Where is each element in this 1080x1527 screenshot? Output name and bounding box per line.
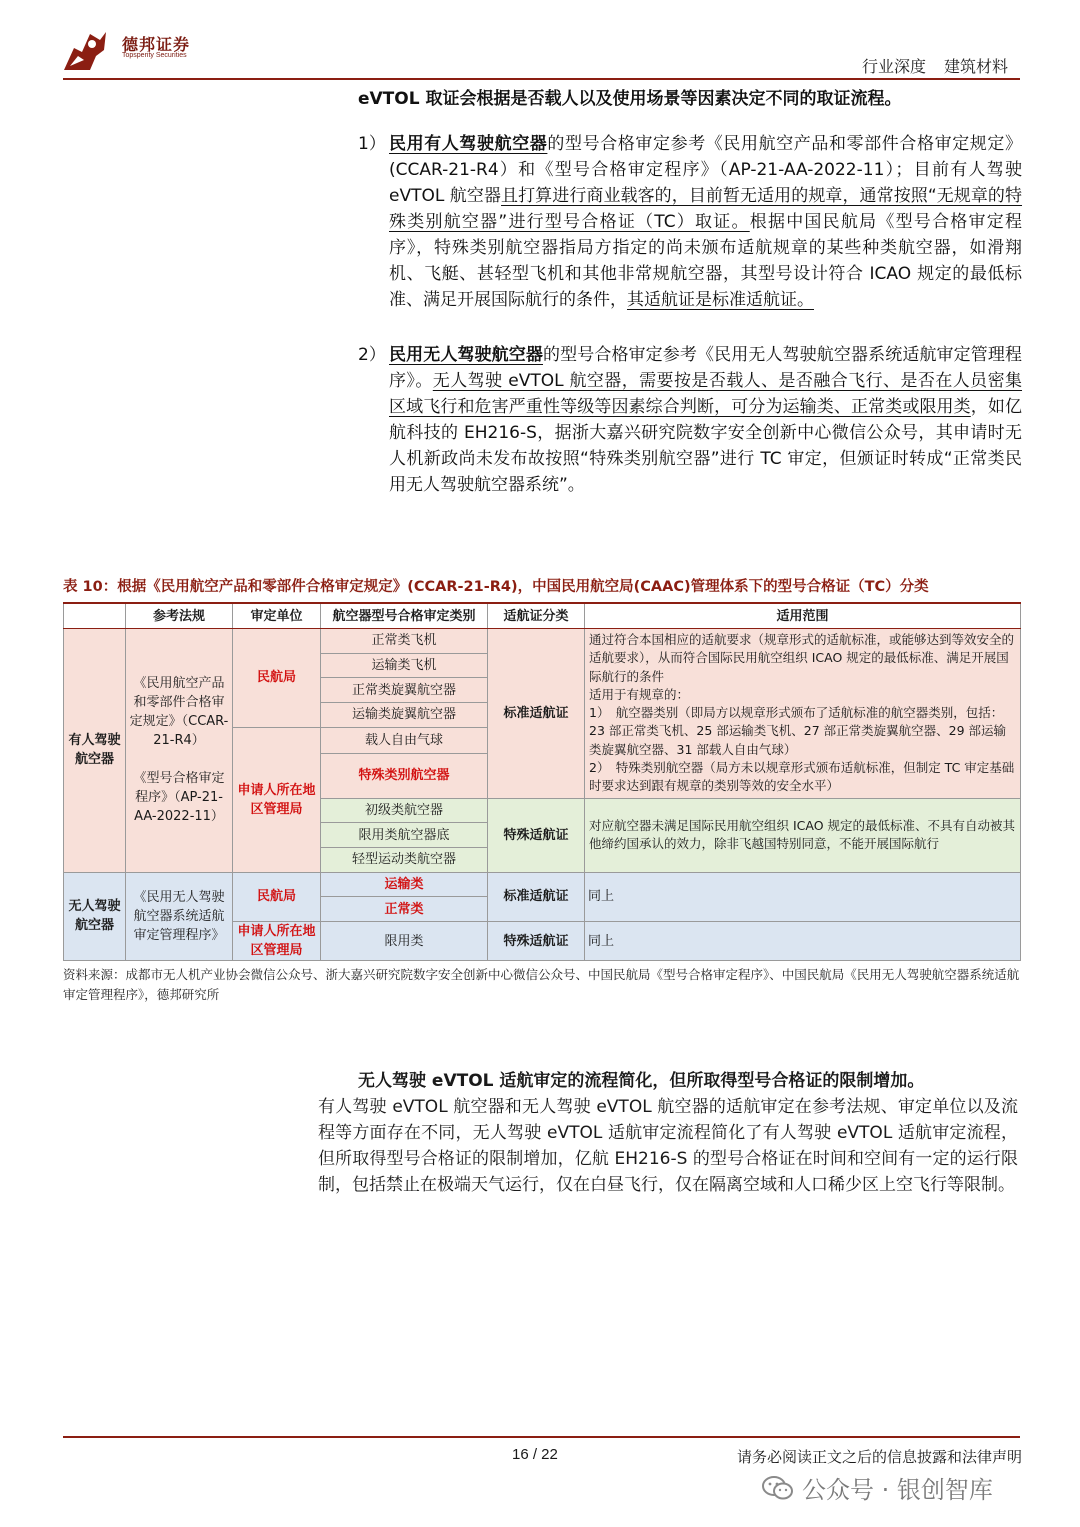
unit-cell: 申请人所在地区管理局 bbox=[233, 727, 321, 872]
tc-classification-table bbox=[63, 602, 1020, 961]
report-category bbox=[844, 54, 1008, 77]
list-item-unmanned bbox=[358, 342, 1022, 498]
category-cell: 载人自由气球 bbox=[321, 727, 488, 753]
table-header: 航空器型号合格审定类别 bbox=[321, 603, 488, 629]
table-header bbox=[64, 603, 126, 629]
disclaimer: 请务必阅读正文之后的信息披露和法律声明 bbox=[736, 1448, 1022, 1466]
lead-sentence: eVTOL 取证会根据是否载人以及使用场景等因素决定不同的取证流程。 bbox=[358, 89, 902, 109]
footer-divider bbox=[63, 1436, 1020, 1438]
table-header: 审定单位 bbox=[233, 603, 321, 629]
group-manned: 有人驾驶航空器 bbox=[64, 629, 126, 873]
regulations-cell: 《民用无人驾驶航空器系统适航审定管理程序》 bbox=[126, 872, 233, 960]
table-header: 适用范围 bbox=[585, 603, 1021, 629]
brand-name: 德邦证券 bbox=[122, 35, 191, 54]
category-cell: 限用类 bbox=[321, 922, 488, 961]
company-logo bbox=[60, 26, 110, 74]
cert-cell: 特殊适航证 bbox=[488, 922, 585, 961]
item-number: 1） bbox=[358, 134, 386, 154]
table-header-row bbox=[64, 603, 1021, 629]
wechat-icon bbox=[762, 1475, 794, 1501]
item-term: 民用无人驾驶航空器 bbox=[389, 345, 543, 365]
category-cell: 正常类飞机 bbox=[321, 629, 488, 654]
brand-name-en: Topsperity Securities bbox=[122, 52, 187, 59]
watermark-text: 公众号 · 银创智库 bbox=[802, 1476, 993, 1504]
unit-cell: 申请人所在地区管理局 bbox=[233, 922, 321, 961]
page-number: 16 / 22 bbox=[512, 1446, 558, 1463]
regulations-cell: 《民用航空产品和零部件合格审定规定》（CCAR-21-R4） 《型号合格审定程序》（AP-21-AA-2022-11） bbox=[126, 629, 233, 873]
scope-cell: 通过符合本国相应的适航要求（规章形式的适航标准，或能够达到等效安全的适航要求），从而符合国际民用航空组织 ICAO 规定的最低标准、满足开展国际航行的条件 适用于有规章的： 1） 航空器类别（即局方以规章形式颁布了适航标准的航空器类别，包括：23 部正常类飞机、25 部运输类飞机、27 部正常类旋翼航空器、29 部运输类旋翼航空器、31 部载人自由气球） 2） 特殊类别航空器（局方未以规章形式颁布适航标准，但制定 TC 审定基础时要求达到跟有规章的类别等效的安全水平） bbox=[585, 629, 1021, 799]
group-unmanned: 无人驾驶航空器 bbox=[64, 872, 126, 960]
table-row bbox=[64, 629, 1021, 654]
category-cell: 特殊类别航空器 bbox=[321, 753, 488, 798]
table-title: 表 10：根据《民用航空产品和零部件合格审定规定》(CCAR-21-R4)，中国民用航空局(CAAC)管理体系下的型号合格证（TC）分类 bbox=[63, 579, 929, 595]
scope-cell: 对应航空器未满足国际民用航空组织 ICAO 规定的最低标准、不具有自动被其他缔约国承认的效力，除非飞越国特别同意，不能开展国际航行 bbox=[585, 798, 1021, 872]
list-item-manned bbox=[358, 131, 1022, 313]
item-term: 民用有人驾驶航空器 bbox=[389, 134, 548, 154]
item-text: 的型号合格审定参考《民用航空产品和零部件合格审定规定》(CCAR-21-R4）和《型号合格审定程序》（AP-21-AA-2022-11）；目前有人驾驶 eVTOL 航空器 bbox=[389, 134, 1023, 206]
category-cell: 正常类旋翼航空器 bbox=[321, 678, 488, 703]
industry-label: 建筑材料 bbox=[943, 57, 1008, 76]
item-text-underlined: 无人驾驶 eVTOL 航空器，需要按是否载人、是否融合飞行、是否在人员密集区域飞行和危害严重性等级等因素综合判断，可分为运输类、正常类或限用类 bbox=[389, 371, 1023, 417]
header-divider bbox=[63, 78, 1020, 80]
item-text: 根据中国民航局《型号合格审定程序》，特殊类别航空器指局方指定的尚未颁布适航规章的某些种类航空器，如滑翔机、飞艇、甚轻型飞机和其他非常规航空器，其型号设计符合 ICAO 规定的最低标准、满足开展国际航行的条件， bbox=[389, 212, 1022, 310]
category-cell: 运输类 bbox=[321, 872, 488, 897]
item-text: ，如亿航科技的 EH216-S，据浙大嘉兴研究院数字安全创新中心微信公众号，其申请时无人机新政尚未发布故按照“特殊类别航空器”进行 TC 审定，但颁证时转成“正常类民用无人驾驶航空器系统”。 bbox=[389, 397, 1023, 495]
watermark bbox=[762, 1470, 993, 1505]
item-content bbox=[389, 342, 1022, 498]
item-text-underlined: 且打算进行商业载客的，目前暂无适用的规章，通常按照“无规章的特殊类别航空器”进行型号合格证（TC）取证。 bbox=[389, 186, 1023, 232]
category-cell: 轻型运动类航空器 bbox=[321, 848, 488, 873]
category-cell: 运输类飞机 bbox=[321, 653, 488, 678]
paragraph-heading: 无人驾驶 eVTOL 适航审定的流程简化，但所取得型号合格证的限制增加。 bbox=[358, 1071, 925, 1091]
cert-cell: 标准适航证 bbox=[488, 629, 585, 799]
item-text-underlined: 其适航证是标准适航证。 bbox=[627, 290, 814, 310]
scope-cell: 同上 bbox=[585, 922, 1021, 961]
category-cell: 运输类旋翼航空器 bbox=[321, 703, 488, 728]
unit-cell: 民航局 bbox=[233, 629, 321, 728]
scope-cell: 同上 bbox=[585, 872, 1021, 921]
table-header: 参考法规 bbox=[126, 603, 233, 629]
conclusion-paragraph bbox=[318, 1068, 1018, 1198]
category-cell: 限用类航空器底 bbox=[321, 823, 488, 848]
cert-cell: 特殊适航证 bbox=[488, 798, 585, 872]
unit-cell: 民航局 bbox=[233, 872, 321, 921]
item-number: 2） bbox=[358, 345, 386, 365]
item-text: 的型号合格审定参考《民用无人驾驶航空器系统适航审定管理程序》。 bbox=[389, 345, 1022, 391]
item-content bbox=[389, 131, 1022, 313]
table-source: 资料来源：成都市无人机产业协会微信公众号、浙大嘉兴研究院数字安全创新中心微信公众号、中国民航局《型号合格审定程序》、中国民航局《民用无人驾驶航空器系统适航审定管理程序》，德邦研究所 bbox=[63, 967, 1020, 1002]
cert-cell: 标准适航证 bbox=[488, 872, 585, 921]
category-cell: 正常类 bbox=[321, 897, 488, 922]
paragraph-body: 有人驾驶 eVTOL 航空器和无人驾驶 eVTOL 航空器的适航审定在参考法规、审定单位以及流程等方面存在不同，无人驾驶 eVTOL 适航审定流程简化了有人驾驶 eVTOL 适航审定流程，但所取得型号合格证的限制增加，亿航 EH216-S 的型号合格证在时间和空间有一定的运行限制，包括禁止在极端天气运行，仅在白昼飞行，仅在隔离空域和人口稀少区上空飞行等限制。 bbox=[318, 1097, 1018, 1195]
table-header: 适航证分类 bbox=[488, 603, 585, 629]
category-cell: 初级类航空器 bbox=[321, 798, 488, 823]
table-row bbox=[64, 872, 1021, 897]
report-type: 行业深度 bbox=[861, 57, 926, 76]
